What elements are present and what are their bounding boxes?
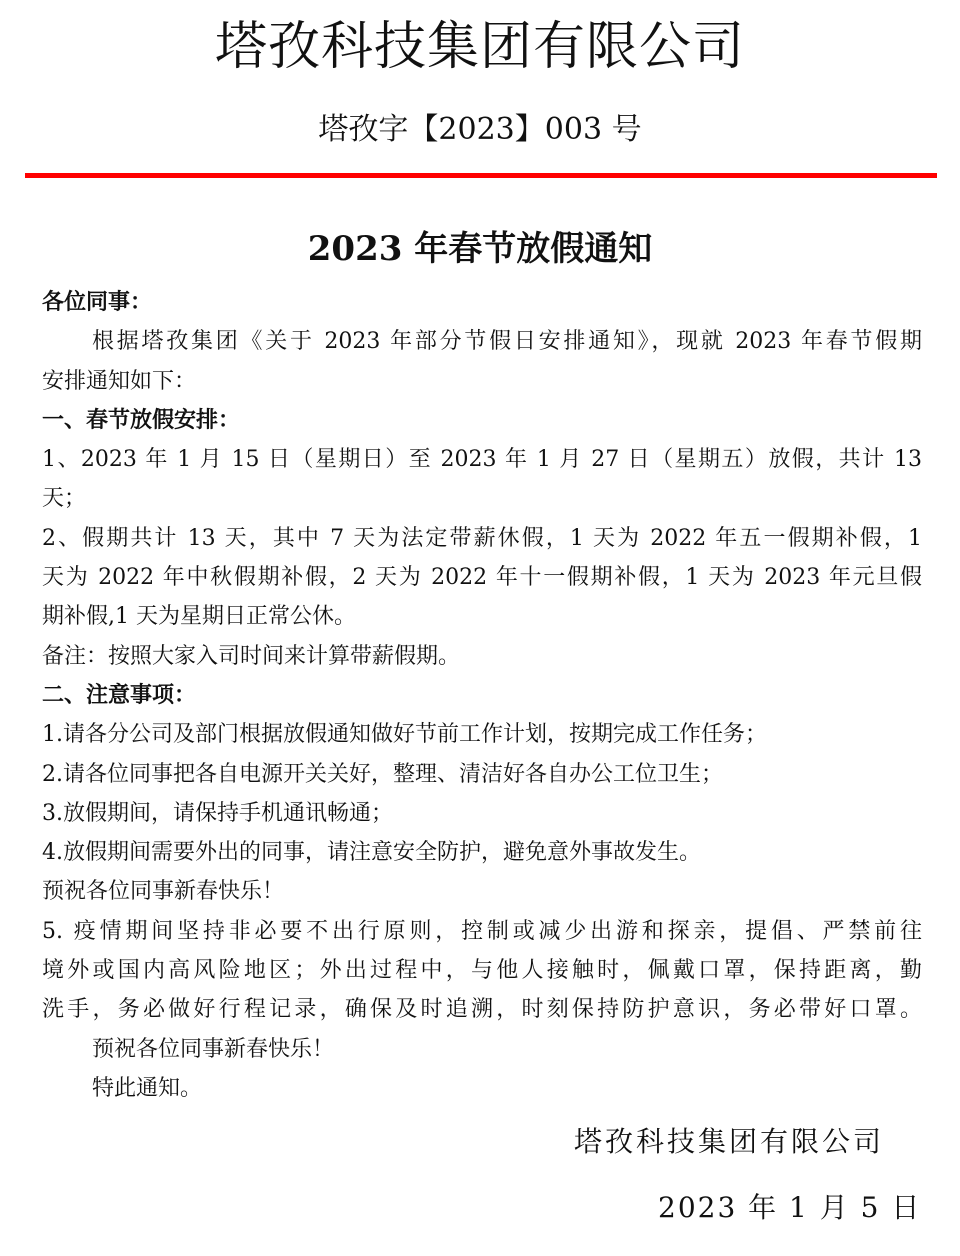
closing-ending: 特此通知。 (92, 1075, 203, 1101)
intro-line: 安排通知如下： (42, 368, 197, 394)
section2-line: 预祝各位同事新春快乐！ (42, 879, 285, 905)
section2-heading: 二、注意事项： (42, 682, 197, 708)
section2-line: 4.放假期间需要外出的同事，请注意安全防护，避免意外事故发生。 (42, 840, 701, 866)
section2-line: 5. 疫情期间坚持非必要不出行原则，控制或减少出游和探亲，提倡、严禁前往 (42, 918, 922, 944)
section2-line: 3.放假期间，请保持手机通讯畅通； (42, 800, 393, 826)
document-number: 塔孜字【2023】003 号 (318, 112, 642, 147)
signature-date: 2023 年 1 月 5 日 (658, 1191, 922, 1224)
section2-line: 1.请各分公司及部门根据放假通知做好节前工作计划，按期完成工作任务； (42, 722, 767, 748)
salutation: 各位同事： (42, 290, 153, 315)
section1-line: 天； (42, 486, 87, 512)
section1-line: 2、假期共计 13 天，其中 7 天为法定带薪休假，1 天为 2022 年五一假期补假，1 (42, 525, 922, 551)
section1-heading: 一、春节放假安排： (42, 407, 241, 433)
section2-line: 洗手，务必做好行程记录，确保及时追溯，时刻保持防护意识，务必带好口罩。 (42, 997, 922, 1023)
section1-line: 天为 2022 年中秋假期补假，2 天为 2022 年十一假期补假，1 天为 2023 年元旦假 (42, 565, 922, 591)
section1-line: 1、2023 年 1 月 15 日（星期日）至 2023 年 1 月 27 日（星期五）放假，共计 13 (42, 447, 922, 473)
intro-line: 根据塔孜集团《关于 2023 年部分节假日安排通知》，现就 2023 年春节假期 (92, 329, 922, 355)
section1-line: 期补假,1 天为星期日正常公休。 (42, 604, 356, 630)
notice-body (42, 283, 922, 1108)
closing-greeting: 预祝各位同事新春快乐！ (92, 1036, 335, 1062)
red-header-rule (25, 173, 937, 178)
signature-company: 塔孜科技集团有限公司 (574, 1125, 885, 1158)
section2-line: 2.请各位同事把各自电源开关关好，整理、清洁好各自办公工位卫生； (42, 761, 723, 787)
notice-title: 2023 年春节放假通知 (307, 229, 653, 269)
section2-line: 境外或国内高风险地区；外出过程中，与他人接触时，佩戴口罩，保持距离，勤 (42, 958, 922, 984)
remark-line: 备注：按照大家入司时间来计算带薪假期。 (42, 643, 461, 669)
company-title: 塔孜科技集团有限公司 (214, 17, 745, 77)
